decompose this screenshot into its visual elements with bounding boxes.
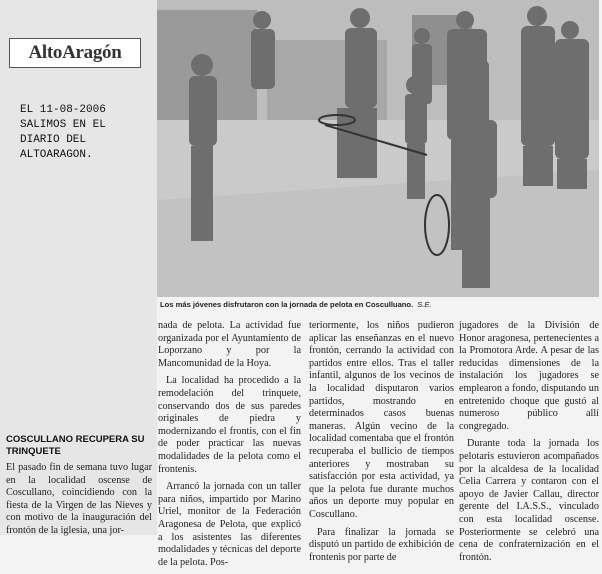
photo-illustration: [157, 0, 599, 297]
typed-date-note: [20, 103, 148, 163]
paragraph: jugadores de la División de Honor aragonesa, pertenecientes a la Promotora Arde. A pesar de las reducidas dimensiones de la instalación los jugadores se emplearon a fondo, disputando un entretenido choque que gustó al numeroso público allí congregado.: [459, 320, 599, 432]
article-column-2: [158, 320, 301, 574]
paragraph: Arrancó la jornada con un taller para niños, impartido por Marino Uriel, monitor de la Federación Aragonesa de Pelota, que explicó a los asistentes las diferentes modalidades y técnicas del deporte de la pelota. Pos-: [158, 481, 301, 568]
note-line: DIARIO DEL: [20, 134, 87, 146]
caption-text: Los más jóvenes disfrutaron con la jornada de pelota en Cosculluano.: [160, 300, 414, 309]
note-line: SALIMOS EN EL: [20, 119, 106, 131]
paragraph: La localidad ha procedido a la remodelación del trinquete, conservando dos de sus paredes originales de piedra y modernizando el frontis, con el fin de poder practicar las nuevas modalidades de la pelota como el frontenis.: [158, 375, 301, 475]
news-photo: [157, 0, 599, 297]
paragraph: teriormente, los niños pudieron aplicar las enseñanzas en el nuevo frontón, cerrando la actividad con partidos entre ellos. Tras el taller infantil, algunos de los vecinos de la localidad disputaron varios partidos, mostrando en determinados casos buenas maneras. Algún vecino de la localidad comentaba que el frontón recuperaba el bullicio de tiempos anteriores y mostraban su satisfacción por esta actividad, ya que la pelota fue durante muchos años un deporte muy popular en Coscullano.: [309, 320, 454, 520]
article-headline: COSCULLANO RECUPERA SU TRINQUETE: [6, 434, 145, 457]
article-column-1: [6, 462, 152, 543]
paragraph: Durante toda la jornada los pelotaris estuvieron acompañados por la alcaldesa de la localidad Celia Carrera y contaron con el apoyo de Javier Callau, director gerente del I.A.S.S., vinculado con esta localidad oscense. Posteriormente se celebró una cena de confraternización en el frontón.: [459, 438, 599, 563]
paragraph: nada de pelota. La actividad fue organizada por el Ayuntamiento de Loporzano y por la Mancomunidad de la Hoya.: [158, 320, 301, 369]
photo-credit: S.E.: [417, 300, 432, 309]
photo-caption: [160, 300, 596, 309]
article-column-3: [309, 320, 454, 569]
newspaper-masthead-logo: [9, 38, 141, 68]
article-column-4: [459, 320, 599, 569]
paragraph: El pasado fin de semana tuvo lugar en la localidad oscense de Coscullano, coincidiendo con la fiesta de la Virgen de las Nieves y con motivo de la inauguración del frontón de la iglesia, una jor-: [6, 462, 152, 536]
note-line: EL 11-08-2006: [20, 104, 106, 116]
paragraph: Para finalizar la jornada se disputó un partido de exhibición de frontenis por parte de: [309, 526, 454, 563]
masthead-title: AltoAragón: [28, 42, 122, 63]
note-line: ALTOARAGON.: [20, 149, 93, 161]
